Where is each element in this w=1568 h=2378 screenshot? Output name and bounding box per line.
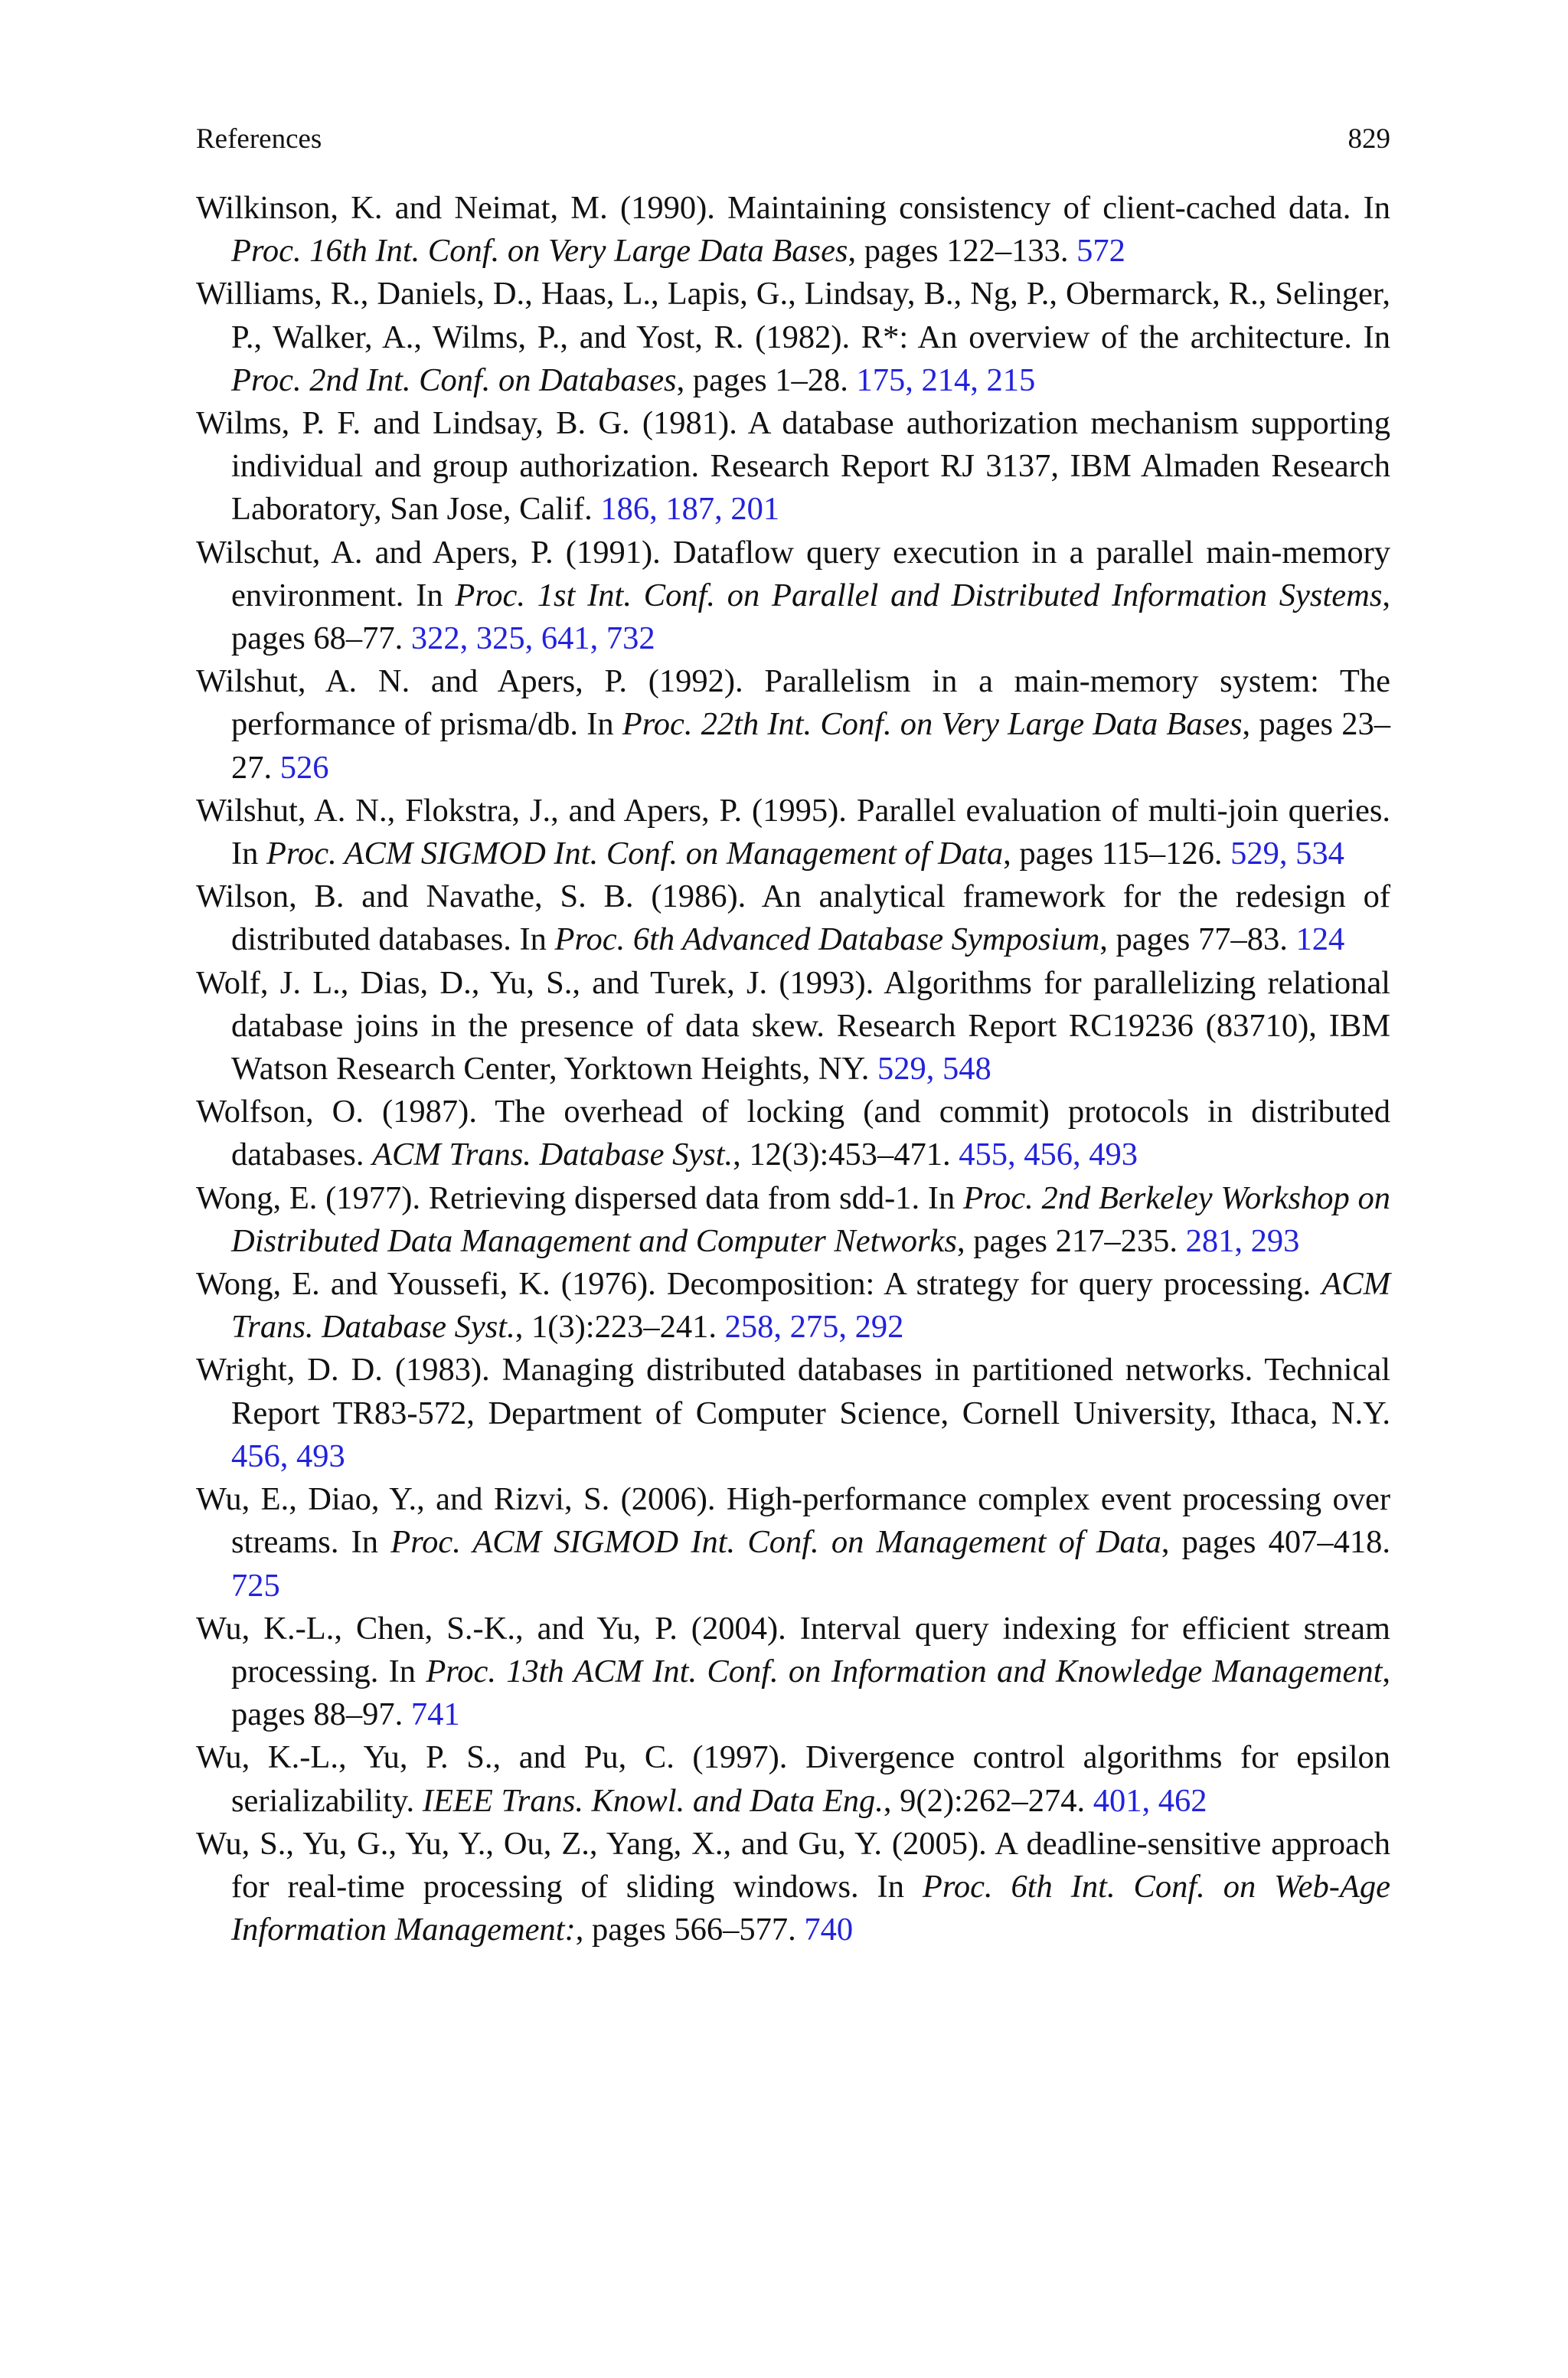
reference-text: Wu, K.-L., Chen, S.-K., and Yu, P. (2004). Interval query indexing for efficient stream processing. In <box>196 1610 1390 1689</box>
reference-venue: Proc. 22th Int. Conf. on Very Large Data Bases <box>622 706 1243 743</box>
reference-details: , 9(2):262–274. <box>883 1782 1086 1819</box>
reference-entry <box>196 790 1390 875</box>
reference-details: , 1(3):223–241. <box>514 1309 717 1346</box>
reference-entry <box>196 875 1390 961</box>
reference-text: Wong, E. (1977). Retrieving dispersed data from sdd-1. In <box>196 1179 964 1216</box>
reference-entry <box>196 660 1390 790</box>
cited-pages-link[interactable]: 725 <box>231 1567 280 1604</box>
reference-entry <box>196 1091 1390 1176</box>
reference-venue: Proc. 2nd Int. Conf. on Databases <box>231 361 677 398</box>
reference-venue: Proc. ACM SIGMOD Int. Conf. on Management of Data <box>266 836 1004 872</box>
reference-venue: Proc. 1st Int. Conf. on Parallel and Distributed Information Systems <box>455 577 1383 613</box>
cited-pages-link[interactable]: 281, 293 <box>1185 1222 1300 1259</box>
reference-entry <box>196 273 1390 402</box>
cited-pages-link[interactable]: 258, 275, 292 <box>724 1309 904 1346</box>
cited-pages-link[interactable]: 455, 456, 493 <box>959 1137 1138 1173</box>
cited-pages-link[interactable]: 740 <box>804 1912 854 1948</box>
reference-text: Wright, D. D. (1983). Managing distributed databases in partitioned networks. Technical Report TR83-572, Department of Computer Science, Cornell University, Ithaca, N.Y. <box>196 1352 1390 1431</box>
page <box>196 123 1390 1951</box>
page-number: 829 <box>1348 123 1390 155</box>
reference-text: Wilshut, A. N., Flokstra, J., and Apers, P. (1995). Parallel evaluation of multi-join queries. In <box>196 792 1390 872</box>
reference-details: , 12(3):453–471. <box>733 1137 951 1173</box>
cited-pages-link[interactable]: 322, 325, 641, 732 <box>410 620 655 657</box>
cited-pages-link[interactable]: 529, 534 <box>1230 836 1344 872</box>
reference-venue: ACM Trans. Database Syst. <box>372 1137 733 1173</box>
reference-details: , pages 115–126. <box>1003 836 1223 872</box>
reference-entry <box>196 1263 1390 1349</box>
reference-entry <box>196 962 1390 1091</box>
reference-entry <box>196 532 1390 661</box>
reference-text: Wilshut, A. N. and Apers, P. (1992). Parallelism in a main-memory system: The performance of prisma/db. In <box>196 663 1390 743</box>
reference-details: , pages 407–418. <box>1161 1524 1390 1561</box>
reference-details: , pages 23–27. <box>231 706 1390 786</box>
cited-pages-link[interactable]: 456, 493 <box>231 1438 345 1474</box>
cited-pages-link[interactable]: 526 <box>279 749 329 786</box>
cited-pages-link[interactable]: 186, 187, 201 <box>600 491 780 528</box>
reference-entry <box>196 1177 1390 1263</box>
reference-details: , pages 122–133. <box>848 233 1069 270</box>
reference-venue: IEEE Trans. Knowl. and Data Eng. <box>422 1782 884 1819</box>
reference-text: Wilms, P. F. and Lindsay, B. G. (1981). A database authorization mechanism supporting individual and group authorization. Research Report RJ 3137, IBM Almaden Research Laboratory, San Jose, Calif. <box>196 405 1390 528</box>
reference-text: Wu, S., Yu, G., Yu, Y., Ou, Z., Yang, X., and Gu, Y. (2005). A deadline-sensitive approach for real-time processing of sliding windows. In <box>196 1825 1390 1905</box>
reference-venue: Proc. 16th Int. Conf. on Very Large Data Bases <box>231 233 848 270</box>
cited-pages-link[interactable]: 529, 548 <box>877 1051 991 1088</box>
cited-pages-link[interactable]: 741 <box>410 1696 460 1733</box>
reference-details: , pages 77–83. <box>1099 921 1288 958</box>
reference-entry <box>196 187 1390 273</box>
reference-venue: Proc. 6th Advanced Database Symposium <box>554 921 1100 958</box>
reference-list <box>196 187 1390 1951</box>
reference-text: Wolfson, O. (1987). The overhead of locking (and commit) protocols in distributed databases. <box>196 1094 1390 1173</box>
cited-pages-link[interactable]: 124 <box>1295 921 1345 958</box>
reference-entry <box>196 1736 1390 1822</box>
reference-details: , pages 566–577. <box>575 1912 796 1948</box>
reference-text: Wolf, J. L., Dias, D., Yu, S., and Turek, J. (1993). Algorithms for parallelizing relational database joins in the presence of data skew. Research Report RC19236 (83710), IBM Watson Research Center, Yorktown Heights, NY. <box>196 964 1390 1088</box>
reference-venue: ACM Trans. Database Syst. <box>231 1266 1390 1346</box>
reference-venue: Proc. ACM SIGMOD Int. Conf. on Management of Data <box>390 1524 1161 1561</box>
running-head <box>196 123 1390 156</box>
reference-details: , pages 1–28. <box>676 361 848 398</box>
reference-entry <box>196 1478 1390 1608</box>
reference-details: , pages 68–77. <box>231 577 1390 657</box>
reference-text: Wu, E., Diao, Y., and Rizvi, S. (2006). High-performance complex event processing over streams. In <box>196 1481 1390 1561</box>
reference-text: Wu, K.-L., Yu, P. S., and Pu, C. (1997). Divergence control algorithms for epsilon serializability. <box>196 1739 1390 1819</box>
reference-text: Wilkinson, K. and Neimat, M. (1990). Maintaining consistency of client-cached data. In <box>196 190 1390 226</box>
reference-text: Williams, R., Daniels, D., Haas, L., Lapis, G., Lindsay, B., Ng, P., Obermarck, R., Selinger, P., Walker, A., Wilms, P., and Yost, R. (1982). R*: An overview of the architecture. In <box>196 276 1390 355</box>
cited-pages-link[interactable]: 175, 214, 215 <box>856 361 1036 398</box>
reference-entry <box>196 1349 1390 1478</box>
reference-venue: Proc. 6th Int. Conf. on Web-Age Information Management: <box>231 1868 1390 1948</box>
reference-entry <box>196 1608 1390 1737</box>
reference-entry <box>196 402 1390 532</box>
reference-venue: Proc. 2nd Berkeley Workshop on Distributed Data Management and Computer Networks <box>231 1179 1391 1259</box>
reference-venue: Proc. 13th ACM Int. Conf. on Information and Knowledge Management <box>426 1653 1383 1689</box>
reference-text: Wong, E. and Youssefi, K. (1976). Decomposition: A strategy for query processing. <box>196 1266 1322 1303</box>
reference-text: Wilson, B. and Navathe, S. B. (1986). An analytical framework for the redesign of distributed databases. In <box>196 878 1390 958</box>
reference-details: , pages 217–235. <box>956 1222 1178 1259</box>
cited-pages-link[interactable]: 572 <box>1076 233 1125 270</box>
reference-entry <box>196 1823 1390 1952</box>
reference-details: , pages 88–97. <box>231 1653 1391 1733</box>
cited-pages-link[interactable]: 401, 462 <box>1093 1782 1207 1819</box>
section-title: References <box>196 123 322 155</box>
reference-text: Wilschut, A. and Apers, P. (1991). Dataflow query execution in a parallel main-memory environment. In <box>196 534 1390 613</box>
